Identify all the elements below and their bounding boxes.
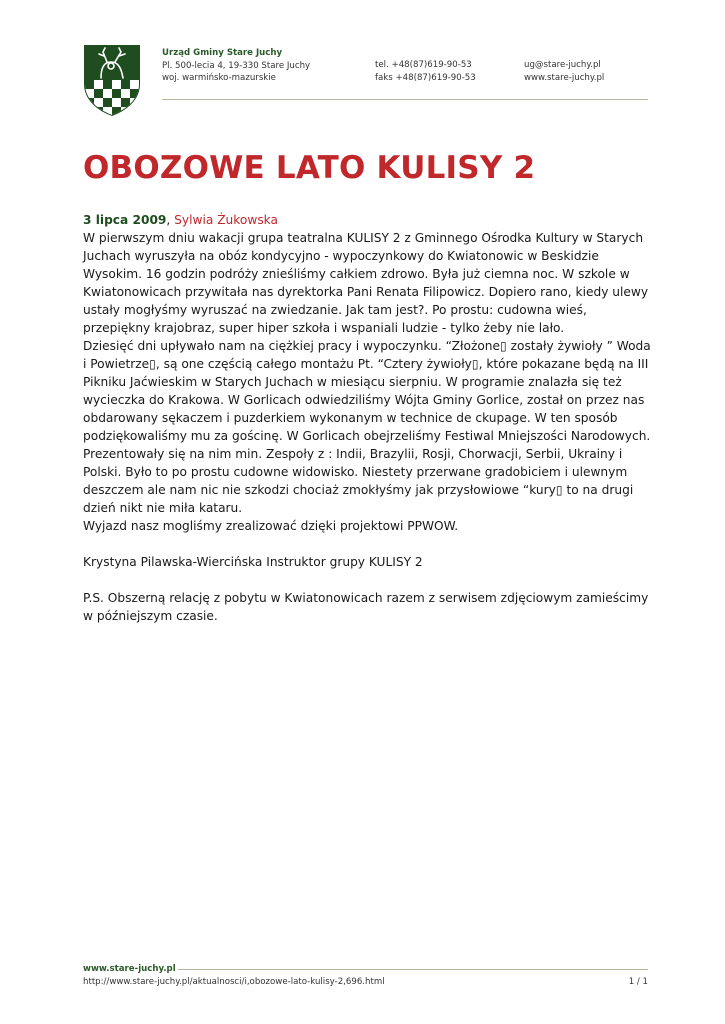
website-address: www.stare-juchy.pl (524, 72, 605, 83)
article-paragraph: Dziesięć dni upływało nam na ciężkiej pracy i wypoczynku. “Złożone▯ zostały żywioły ” Woda i Powietrze▯, są one częścią całego montażu Pt. “Cztery żywioły▯, które pokazane będą na III Pikniku Jaćwieskim w Starych Juchach w miesiącu sierpniu. W programie znalazła się też wycieczka do Krakowa. W Gorlicach odwiedziliśmy Wójta Gminy Gorlice, został on przez nas obdarowany sękaczem i puzderkiem wykonanym w technice de ckupage. W ten sposób podziękowaliśmy mu za gościnę. W Gorlicach obejrzeliśmy Festiwal Mniejszości Narodowych. Prezentowały się na nim min. Zespoły z : Indii, Brazylii, Rosji, Chorwacji, Serbii, Ukrainy i Polski. Było to po prostu cudowne widowisko. Niestety przerwane gradobiciem i ulewnym deszczem ale nam nic nie szkodzi chociaż zmokłyśmy jak przysłowiowe “kury▯ to na drugi dzień nikt nie miła kataru. (83, 339, 651, 515)
article-meta (83, 211, 653, 229)
article-date: 3 lipca 2009 (83, 213, 167, 227)
email-address: ug@stare-juchy.pl (524, 60, 601, 70)
footer-page-url: http://www.stare-juchy.pl/aktualnosci/i,obozowe-lato-kulisy-2,696.html (83, 977, 385, 987)
fax-number: faks +48(87)619-90-53 (375, 72, 476, 83)
footer-divider (178, 969, 648, 970)
organization-name: Urząd Gminy Stare Juchy (162, 48, 283, 58)
article-body (83, 211, 653, 625)
article-paragraph: Wyjazd nasz mogliśmy zrealizować dzięki projektowi PPWOW. (83, 519, 459, 533)
coat-of-arms-logo (83, 44, 141, 116)
article-author: Sylwia Żukowska (174, 213, 278, 227)
header-contact-block (524, 59, 604, 84)
organization-address: Pl. 500-lecia 4, 19-330 Stare Juchy (162, 60, 311, 71)
phone-number: tel. +48(87)619-90-53 (375, 60, 472, 70)
header-organization-block (162, 47, 310, 85)
article-paragraph: W pierwszym dniu wakacji grupa teatralna KULISY 2 z Gminnego Ośrodka Kultury w Starych Juchach wyruszyła na obóz kondycyjno - wypoczynkowy do Kwiatonowic w Beskidzie Wysokim. 16 godzin podróży znieśliśmy całkiem zdrowo. Była już ciemna noc. W szkole w Kwiatonowicach przywitała nas dyrektorka Pani Renata Filipowicz. Dopiero rano, kiedy ulewy ustały mogłyśmy wyruszać na zwiedzanie. Jak tam jest?. Po prostu: cudowna wieś, przepiękny krajobraz, super hiper szkoła i wspaniali ludzie - tylko żeby nie lało. (83, 231, 649, 335)
footer-site-name: www.stare-juchy.pl (83, 964, 176, 974)
article-signature: Krystyna Pilawska-Wiercińska Instruktor grupy KULISY 2 (83, 555, 423, 569)
header-phone-block (375, 59, 476, 84)
article-postscript: P.S. Obszerną relację z pobytu w Kwiatonowicach razem z serwisem zdjęciowym zamieścimy w późniejszym czasie. (83, 591, 649, 623)
header-divider (162, 99, 648, 100)
organization-region: woj. warmińsko-mazurskie (162, 73, 276, 83)
footer-page-indicator: 1 / 1 (628, 977, 648, 987)
meta-separator: , (166, 213, 175, 227)
article-title: OBOZOWE LATO KULISY 2 (83, 150, 536, 186)
